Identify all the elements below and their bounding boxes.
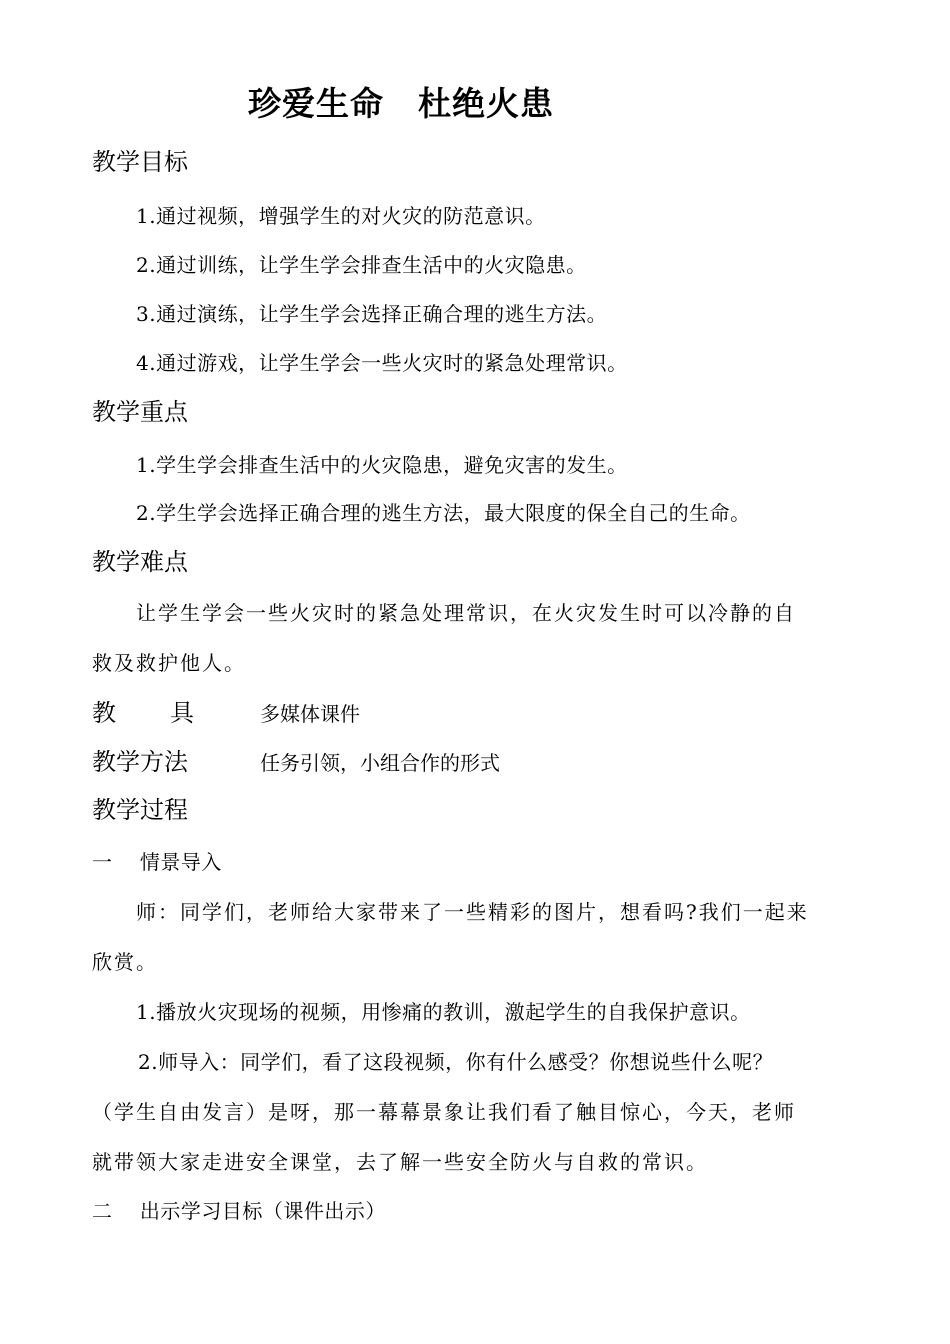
heading-key-points: 教学重点 xyxy=(92,398,188,426)
method-label: 教学方法 xyxy=(92,748,188,776)
section-1-line-6: 就带领大家走进安全课堂，去了解一些安全防火与自救的常识。 xyxy=(92,1150,708,1174)
section-1-line-5: （学生自由发言）是呀，那一幕幕景象让我们看了触目惊心，今天，老师 xyxy=(92,1100,796,1124)
page-title: 珍爱生命 杜绝火患 xyxy=(248,84,554,123)
heading-teaching-process: 教学过程 xyxy=(92,796,188,824)
goal-item-3: 3.通过演练，让学生学会选择正确合理的逃生方法。 xyxy=(136,302,608,326)
section-1-title: 一 情景导入 xyxy=(92,850,222,874)
heading-teaching-goals: 教学目标 xyxy=(92,148,188,176)
section-1-line-2: 欣赏。 xyxy=(92,950,158,974)
tools-value: 多媒体课件 xyxy=(260,702,360,726)
tools-label-part-a: 教 xyxy=(92,699,116,727)
tools-label xyxy=(92,693,194,728)
goal-item-4: 4.通过游戏，让学生学会一些火灾时的紧急处理常识。 xyxy=(136,351,628,375)
section-2-title: 二 出示学习目标（课件出示） xyxy=(92,1199,386,1223)
tools-label-part-b: 具 xyxy=(170,699,194,727)
method-value: 任务引领，小组合作的形式 xyxy=(260,751,500,775)
key-point-item-1: 1.学生学会排查生活中的火灾隐患，避免灾害的发生。 xyxy=(136,453,628,477)
section-1-line-3: 1.播放火灾现场的视频，用惨痛的教训，激起学生的自我保护意识。 xyxy=(136,1000,751,1024)
goal-item-1: 1.通过视频，增强学生的对火灾的防范意识。 xyxy=(136,204,546,228)
key-point-item-2: 2.学生学会选择正确合理的逃生方法，最大限度的保全自己的生命。 xyxy=(136,501,751,525)
section-1-line-4: 2.师导入：同学们，看了这段视频，你有什么感受？你想说些什么呢？ xyxy=(138,1050,774,1074)
difficulty-line-2: 救及救护他人。 xyxy=(92,651,246,675)
difficulty-line-1: 让学生学会一些火灾时的紧急处理常识，在火灾发生时可以冷静的自 xyxy=(136,601,796,625)
section-1-line-1: 师：同学们，老师给大家带来了一些精彩的图片，想看吗?我们一起来 xyxy=(136,900,809,924)
heading-difficulties: 教学难点 xyxy=(92,548,188,576)
goal-item-2: 2.通过训练，让学生学会排查生活中的火灾隐患。 xyxy=(136,253,587,277)
